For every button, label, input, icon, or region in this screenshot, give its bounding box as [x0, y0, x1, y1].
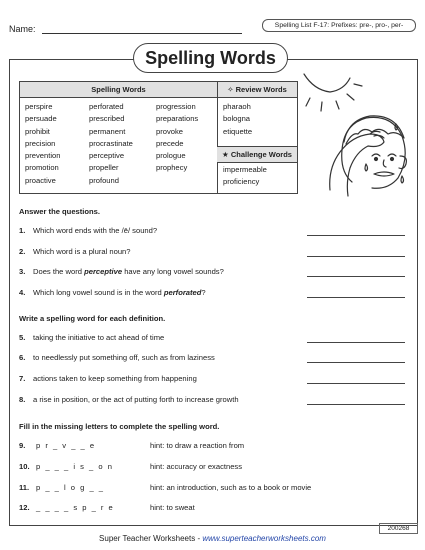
section-heading: Answer the questions. — [19, 207, 101, 216]
letter-pattern: p _ _ l o g _ _ — [36, 483, 105, 492]
review-words-list — [223, 101, 252, 138]
answer-line[interactable] — [307, 383, 405, 384]
emphasized-word: perceptive — [84, 267, 123, 276]
spelling-words-header: Spelling Words — [20, 82, 217, 97]
word: precede — [156, 138, 184, 148]
answer-line[interactable] — [307, 404, 405, 405]
word: prevention — [25, 151, 61, 161]
word: perspire — [25, 102, 53, 111]
word: permanent — [89, 126, 126, 136]
emphasized-word: perforated — [163, 288, 202, 297]
challenge-words-header: ★ Challenge Words — [217, 146, 297, 163]
footer-text: Super Teacher Worksheets - — [99, 534, 203, 543]
question-text: Does the word — [33, 267, 85, 276]
answer-line[interactable] — [307, 276, 405, 277]
footer-link[interactable]: www.superteacherworksheets.com — [202, 534, 326, 543]
question-text: taking the initiative to act ahead of time — [33, 333, 165, 342]
question-text: to needlessly put something off, such as from laziness — [33, 353, 215, 362]
word: proactive — [25, 175, 56, 185]
answer-line[interactable] — [307, 256, 405, 257]
question-text: have any long vowel sounds? — [122, 267, 224, 276]
column-divider — [217, 82, 218, 193]
question-number: 8. — [19, 395, 26, 404]
name-line[interactable] — [42, 33, 242, 34]
question-number: 9. — [19, 441, 26, 450]
word: provoke — [156, 126, 184, 136]
question-number: 1. — [19, 226, 26, 235]
question-1 — [19, 226, 157, 235]
question-number: 12. — [19, 503, 30, 512]
word: prophecy — [156, 163, 188, 173]
question-4 — [19, 288, 206, 297]
question-number: 11. — [19, 483, 30, 492]
spelling-list-badge: Spelling List F-17: Prefixes: pre-, pro-, per- — [262, 19, 416, 32]
answer-line[interactable] — [307, 362, 405, 363]
word: promotion — [25, 163, 59, 173]
hint: hint: an introduction, such as to a book or movie — [150, 483, 312, 492]
question-number: 4. — [19, 288, 26, 297]
word: perceptive — [89, 151, 125, 161]
question-5 — [19, 333, 164, 342]
word: perforated — [89, 102, 124, 111]
name-label: Name: — [9, 24, 36, 34]
question-10 — [19, 462, 113, 471]
sweating-person-illustration — [300, 72, 414, 197]
spelling-column-1 — [25, 101, 60, 187]
question-text: Which word ends with the /ē/ sound? — [33, 226, 158, 235]
question-2 — [19, 247, 131, 256]
letter-pattern: _ _ _ _ s p _ r e — [36, 503, 115, 512]
spelling-column-2 — [89, 101, 133, 187]
worksheet-code: 200268 — [379, 523, 418, 534]
word: persuade — [25, 114, 57, 124]
question-6 — [19, 353, 215, 362]
question-text: actions taken to keep something from happening — [33, 374, 197, 383]
footer — [0, 534, 425, 543]
spelling-column-3 — [156, 101, 198, 175]
question-number: 2. — [19, 247, 26, 256]
question-7 — [19, 374, 197, 383]
word: bologna — [223, 114, 251, 124]
word: propeller — [89, 163, 119, 173]
question-11 — [19, 483, 105, 492]
answer-line[interactable] — [307, 235, 405, 236]
question-number: 10. — [19, 462, 30, 471]
letter-pattern: p _ _ _ i s _ o n — [36, 462, 114, 471]
word: prescribed — [89, 114, 125, 124]
word: proficiency — [223, 177, 260, 187]
hint: hint: to draw a reaction from — [150, 441, 245, 450]
word: pharaoh — [223, 102, 251, 111]
question-12 — [19, 503, 114, 512]
question-8 — [19, 395, 239, 404]
word: profound — [89, 175, 119, 185]
hint: hint: accuracy or exactness — [150, 462, 243, 471]
word: procrastinate — [89, 138, 133, 148]
word: progression — [156, 102, 196, 111]
word: prologue — [156, 151, 186, 161]
question-number: 3. — [19, 267, 26, 276]
sun-icon — [304, 74, 350, 92]
question-number: 6. — [19, 353, 26, 362]
question-3 — [19, 267, 224, 276]
answer-line[interactable] — [307, 342, 405, 343]
question-text: ? — [201, 288, 206, 297]
question-number: 7. — [19, 374, 26, 383]
section-heading: Fill in the missing letters to complete the spelling word. — [19, 422, 220, 431]
answer-line[interactable] — [307, 297, 405, 298]
question-text: Which long vowel sound is in the word — [33, 288, 164, 297]
word: etiquette — [223, 126, 253, 136]
question-text: a rise in position, or the act of putting forth to increase growth — [33, 395, 239, 404]
word: prohibit — [25, 126, 50, 136]
section-heading: Write a spelling word for each definition. — [19, 314, 166, 323]
challenge-words-list — [223, 164, 267, 189]
letter-pattern: p r _ v _ _ e — [36, 441, 96, 450]
review-words-header: ✧ Review Words — [217, 82, 297, 97]
question-text: Which word is a plural noun? — [33, 247, 131, 256]
word: precision — [25, 138, 56, 148]
word: preparations — [156, 114, 199, 124]
question-9 — [19, 441, 96, 450]
question-number: 5. — [19, 333, 26, 342]
word: impermeable — [223, 165, 267, 174]
header-divider — [20, 97, 297, 98]
page-title: Spelling Words — [133, 43, 288, 73]
word-box — [19, 81, 298, 194]
hint: hint: to sweat — [150, 503, 195, 512]
